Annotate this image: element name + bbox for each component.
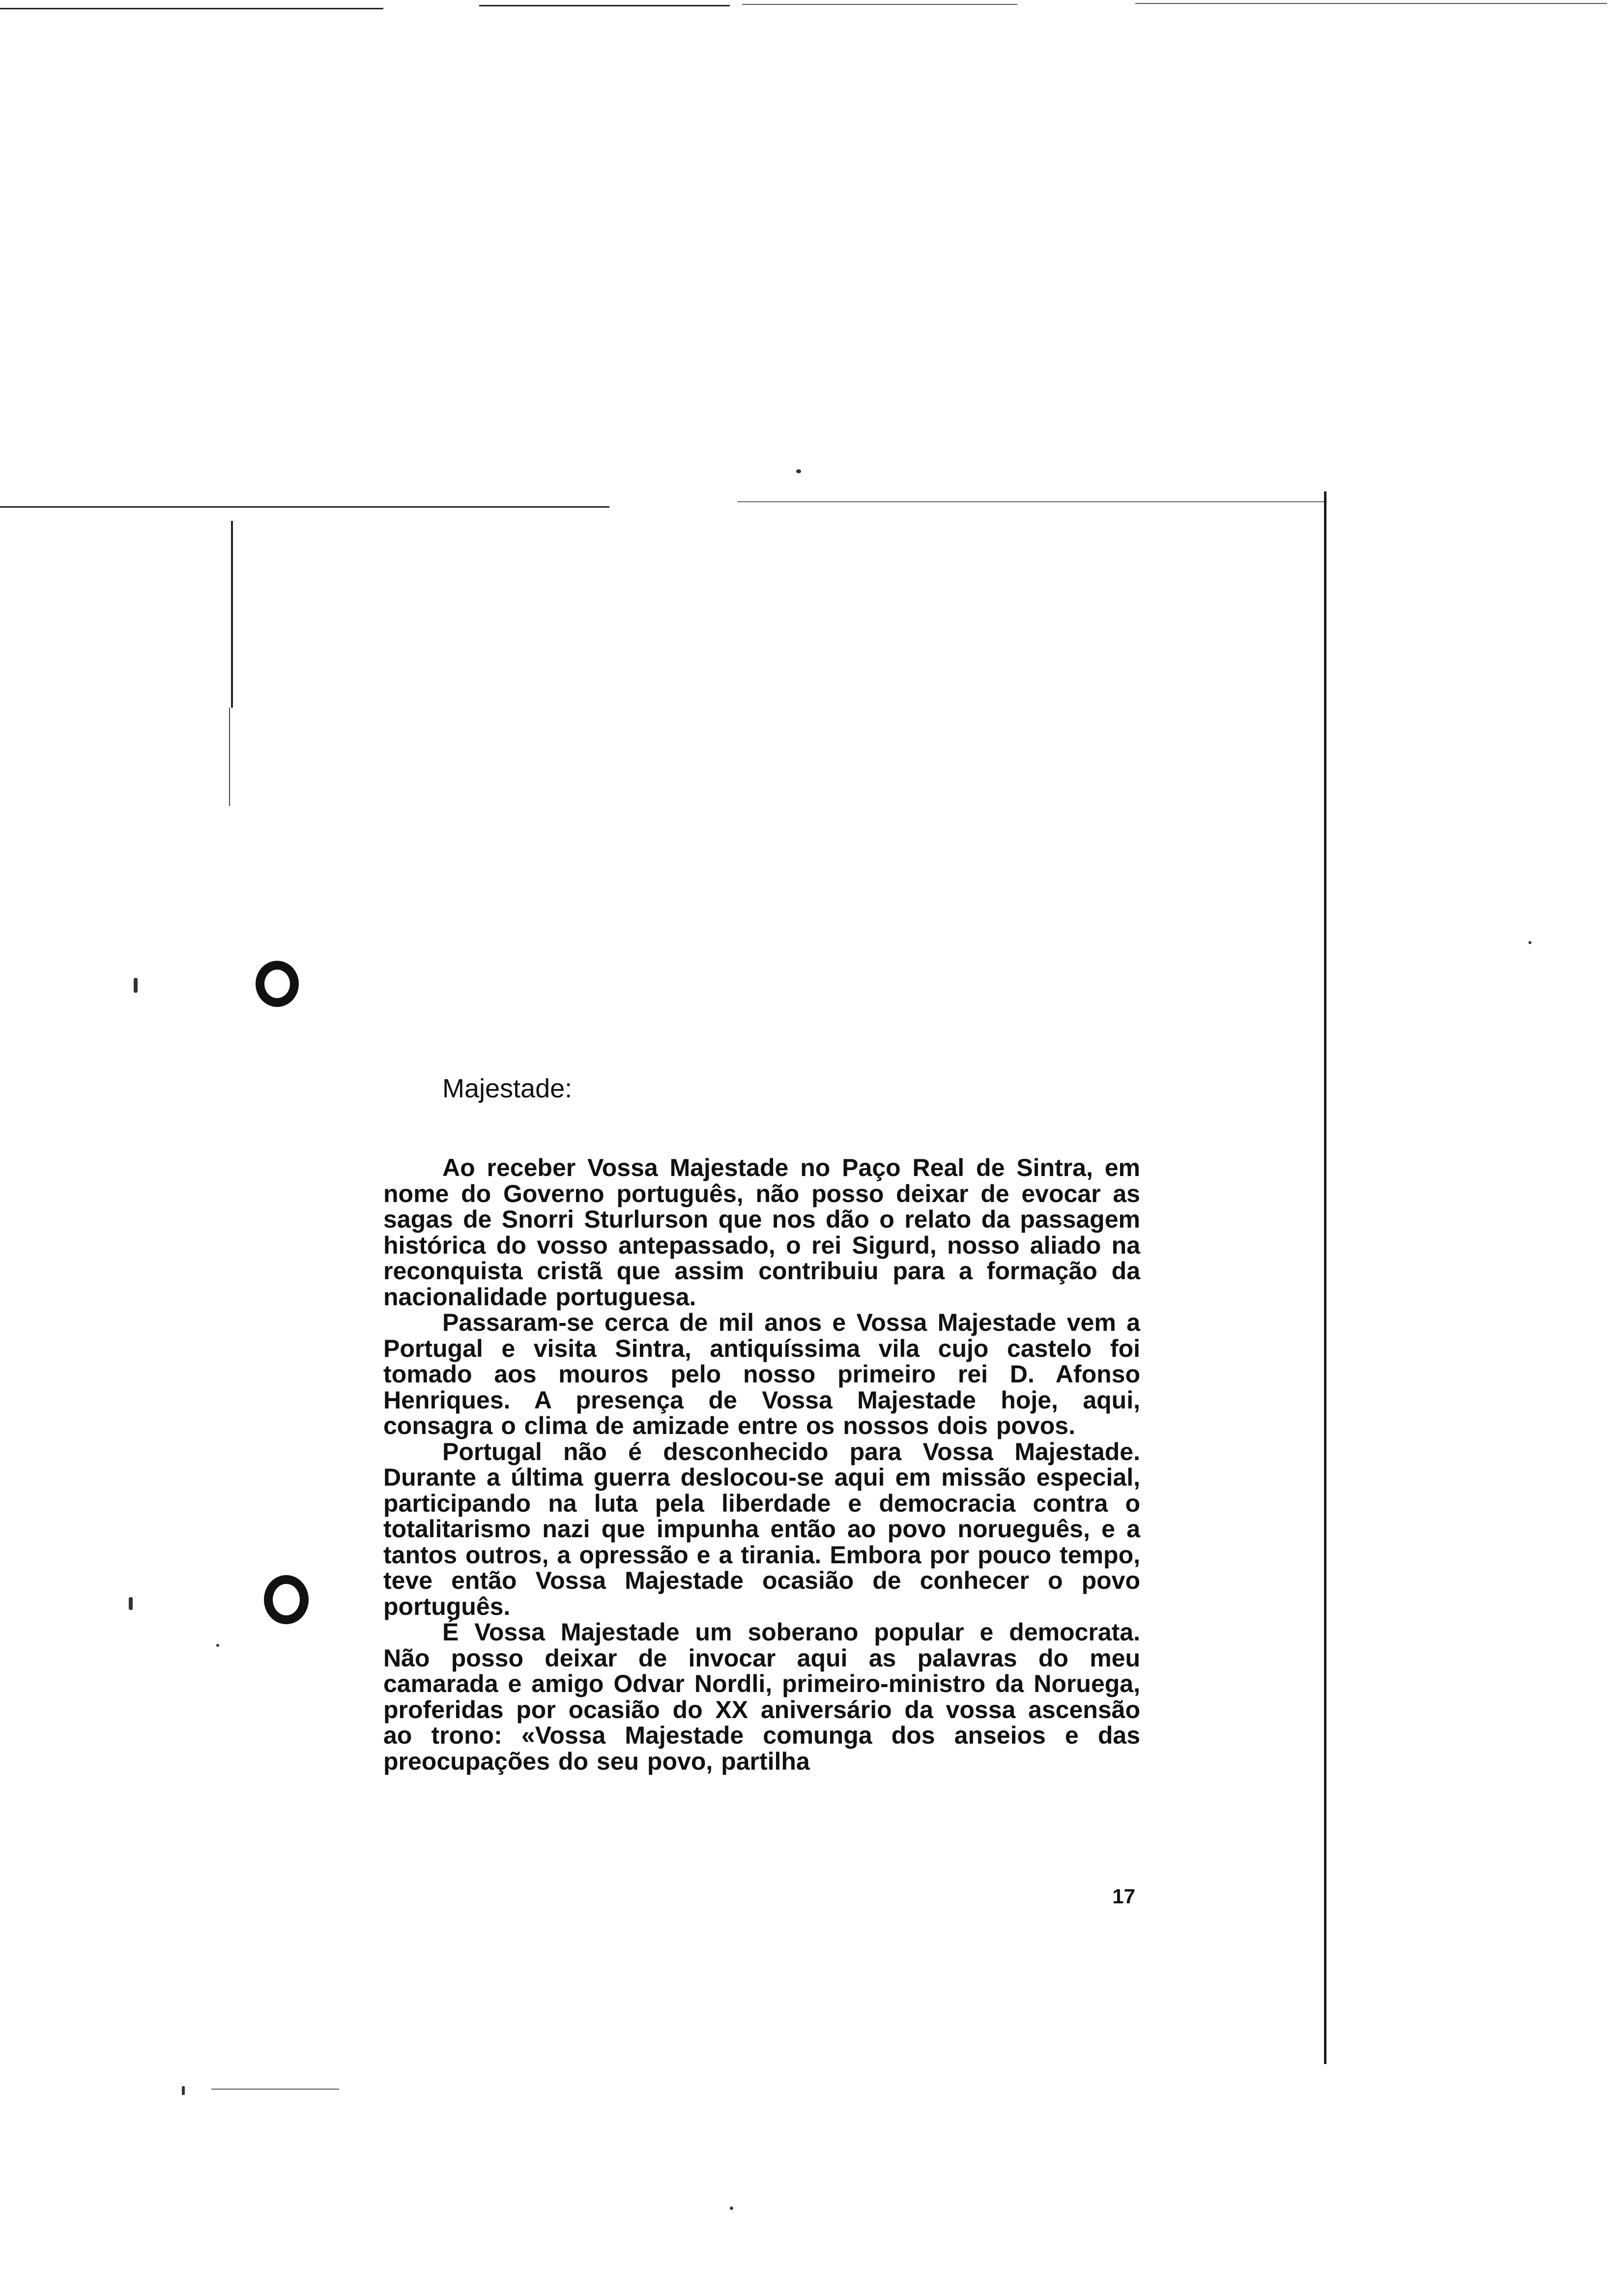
left-margin-rule [229,708,230,806]
scan-speck [134,978,138,993]
paragraph-3: Portugal não é desconhecido para Vossa Majestade. Durante a última guerra deslocou-se aqui em missão especial, participando na luta pela liberdade e democracia contra o totalitarismo nazi que impunha então ao povo norueguês, e a tantos outros, a opressão e a tirania. Embora por pouco tempo, teve então Vossa Majestade ocasião de conhecer o povo português. [383,1437,1140,1620]
scan-speck [129,1597,133,1610]
page-number: 17 [1112,1885,1135,1908]
scan-speck [730,2207,733,2210]
punch-hole [256,961,299,1007]
scan-speck [1528,941,1531,944]
scan-edge-line [1135,3,1607,4]
left-margin-rule [231,521,233,708]
scan-edge-line [479,5,730,6]
scan-speck [216,1644,219,1647]
salutation: Majestade: [442,1074,573,1103]
scan-edge-line [742,4,1017,5]
page-top-edge [0,506,609,508]
punch-hole [264,1575,309,1624]
paragraph-1: Ao receber Vossa Majestade no Paço Real de Sintra, em nome do Governo português, não posso deixar de evocar as sagas de Snorri Sturlurson que nos dão o relato da passagem histórica do vosso antepassado, o rei Sigurd, nosso aliado na reconquista cristã que assim contribuiu para a formação da nacionalidade portuguesa. [383,1154,1140,1311]
paragraph-2: Passaram-se cerca de mil anos e Vossa Majestade vem a Portugal e visita Sintra, antiquíssima vila cujo castelo foi tomado aos mouros pelo nosso primeiro rei D. Afonso Henriques. A presença de Vossa Majestade hoje, aqui, consagra o clima de amizade entre os nossos dois povos. [383,1309,1140,1439]
scan-speck [182,2086,185,2095]
paragraph-4: É Vossa Majestade um soberano popular e democrata. Não posso deixar de invocar aqui as palavras do meu camarada e amigo Odvar Nordli, primeiro-ministro da Noruega, proferidas por ocasião do XX aniversário da vossa ascensão ao trono: «Vossa Majestade comunga dos anseios e das preocupações do seu povo, partilha [383,1618,1140,1775]
page-top-edge [737,501,1327,502]
scan-edge-line [211,2089,339,2090]
page-right-edge [1324,491,1326,2064]
scan-edge-line [0,8,383,9]
scan-speck [796,469,801,473]
letter-body [383,1071,1140,1774]
